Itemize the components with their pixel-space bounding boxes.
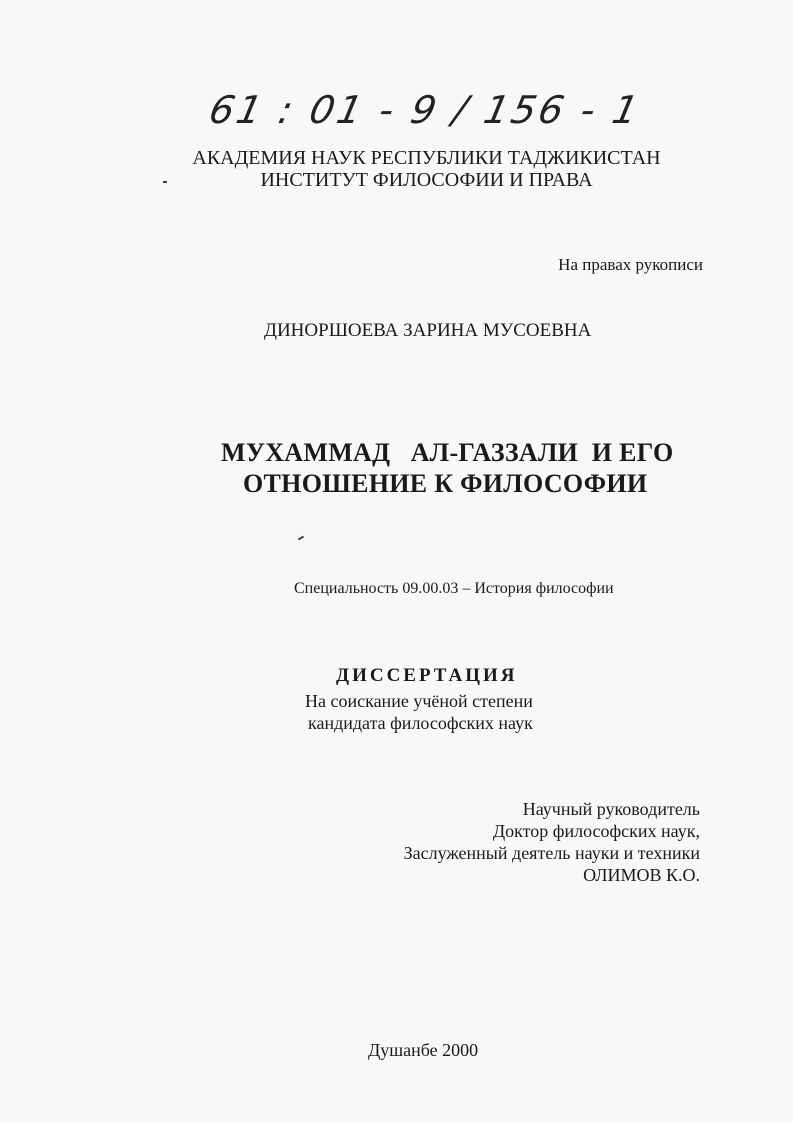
supervisor-honor: Заслуженный деятель науки и техники xyxy=(403,843,700,863)
institution-line-2: ИНСТИТУТ ФИЛОСОФИИ И ПРАВА xyxy=(260,169,593,191)
degree-line-1: На соискание учёной степени xyxy=(305,691,533,711)
specialty: Специальность 09.00.03 – История философии xyxy=(294,580,614,597)
scan-speck xyxy=(298,536,304,541)
supervisor-name: ОЛИМОВ К.О. xyxy=(583,865,700,885)
degree-line-2: кандидата философских наук xyxy=(308,713,533,733)
dissertation-heading: ДИССЕРТАЦИЯ xyxy=(336,665,518,686)
thesis-title-line-2: ОТНОШЕНИЕ К ФИЛОСОФИИ xyxy=(243,469,648,498)
archive-handwritten-code: 61 : 01 - 9 / 156 - 1 xyxy=(205,88,645,132)
rights-note: На правах рукописи xyxy=(558,255,703,274)
supervisor-label: Научный руководитель xyxy=(522,799,700,819)
thesis-title-line-1: МУХАММАД АЛ-ГАЗЗАЛИ И ЕГО xyxy=(221,438,674,467)
supervisor-degree: Доктор философских наук, xyxy=(492,821,700,841)
city-year: Душанбе 2000 xyxy=(368,1040,479,1060)
institution-line-1: АКАДЕМИЯ НАУК РЕСПУБЛИКИ ТАДЖИКИСТАН xyxy=(192,147,661,169)
author-name: ДИНОРШОЕВА ЗАРИНА МУСОЕВНА xyxy=(264,320,592,341)
